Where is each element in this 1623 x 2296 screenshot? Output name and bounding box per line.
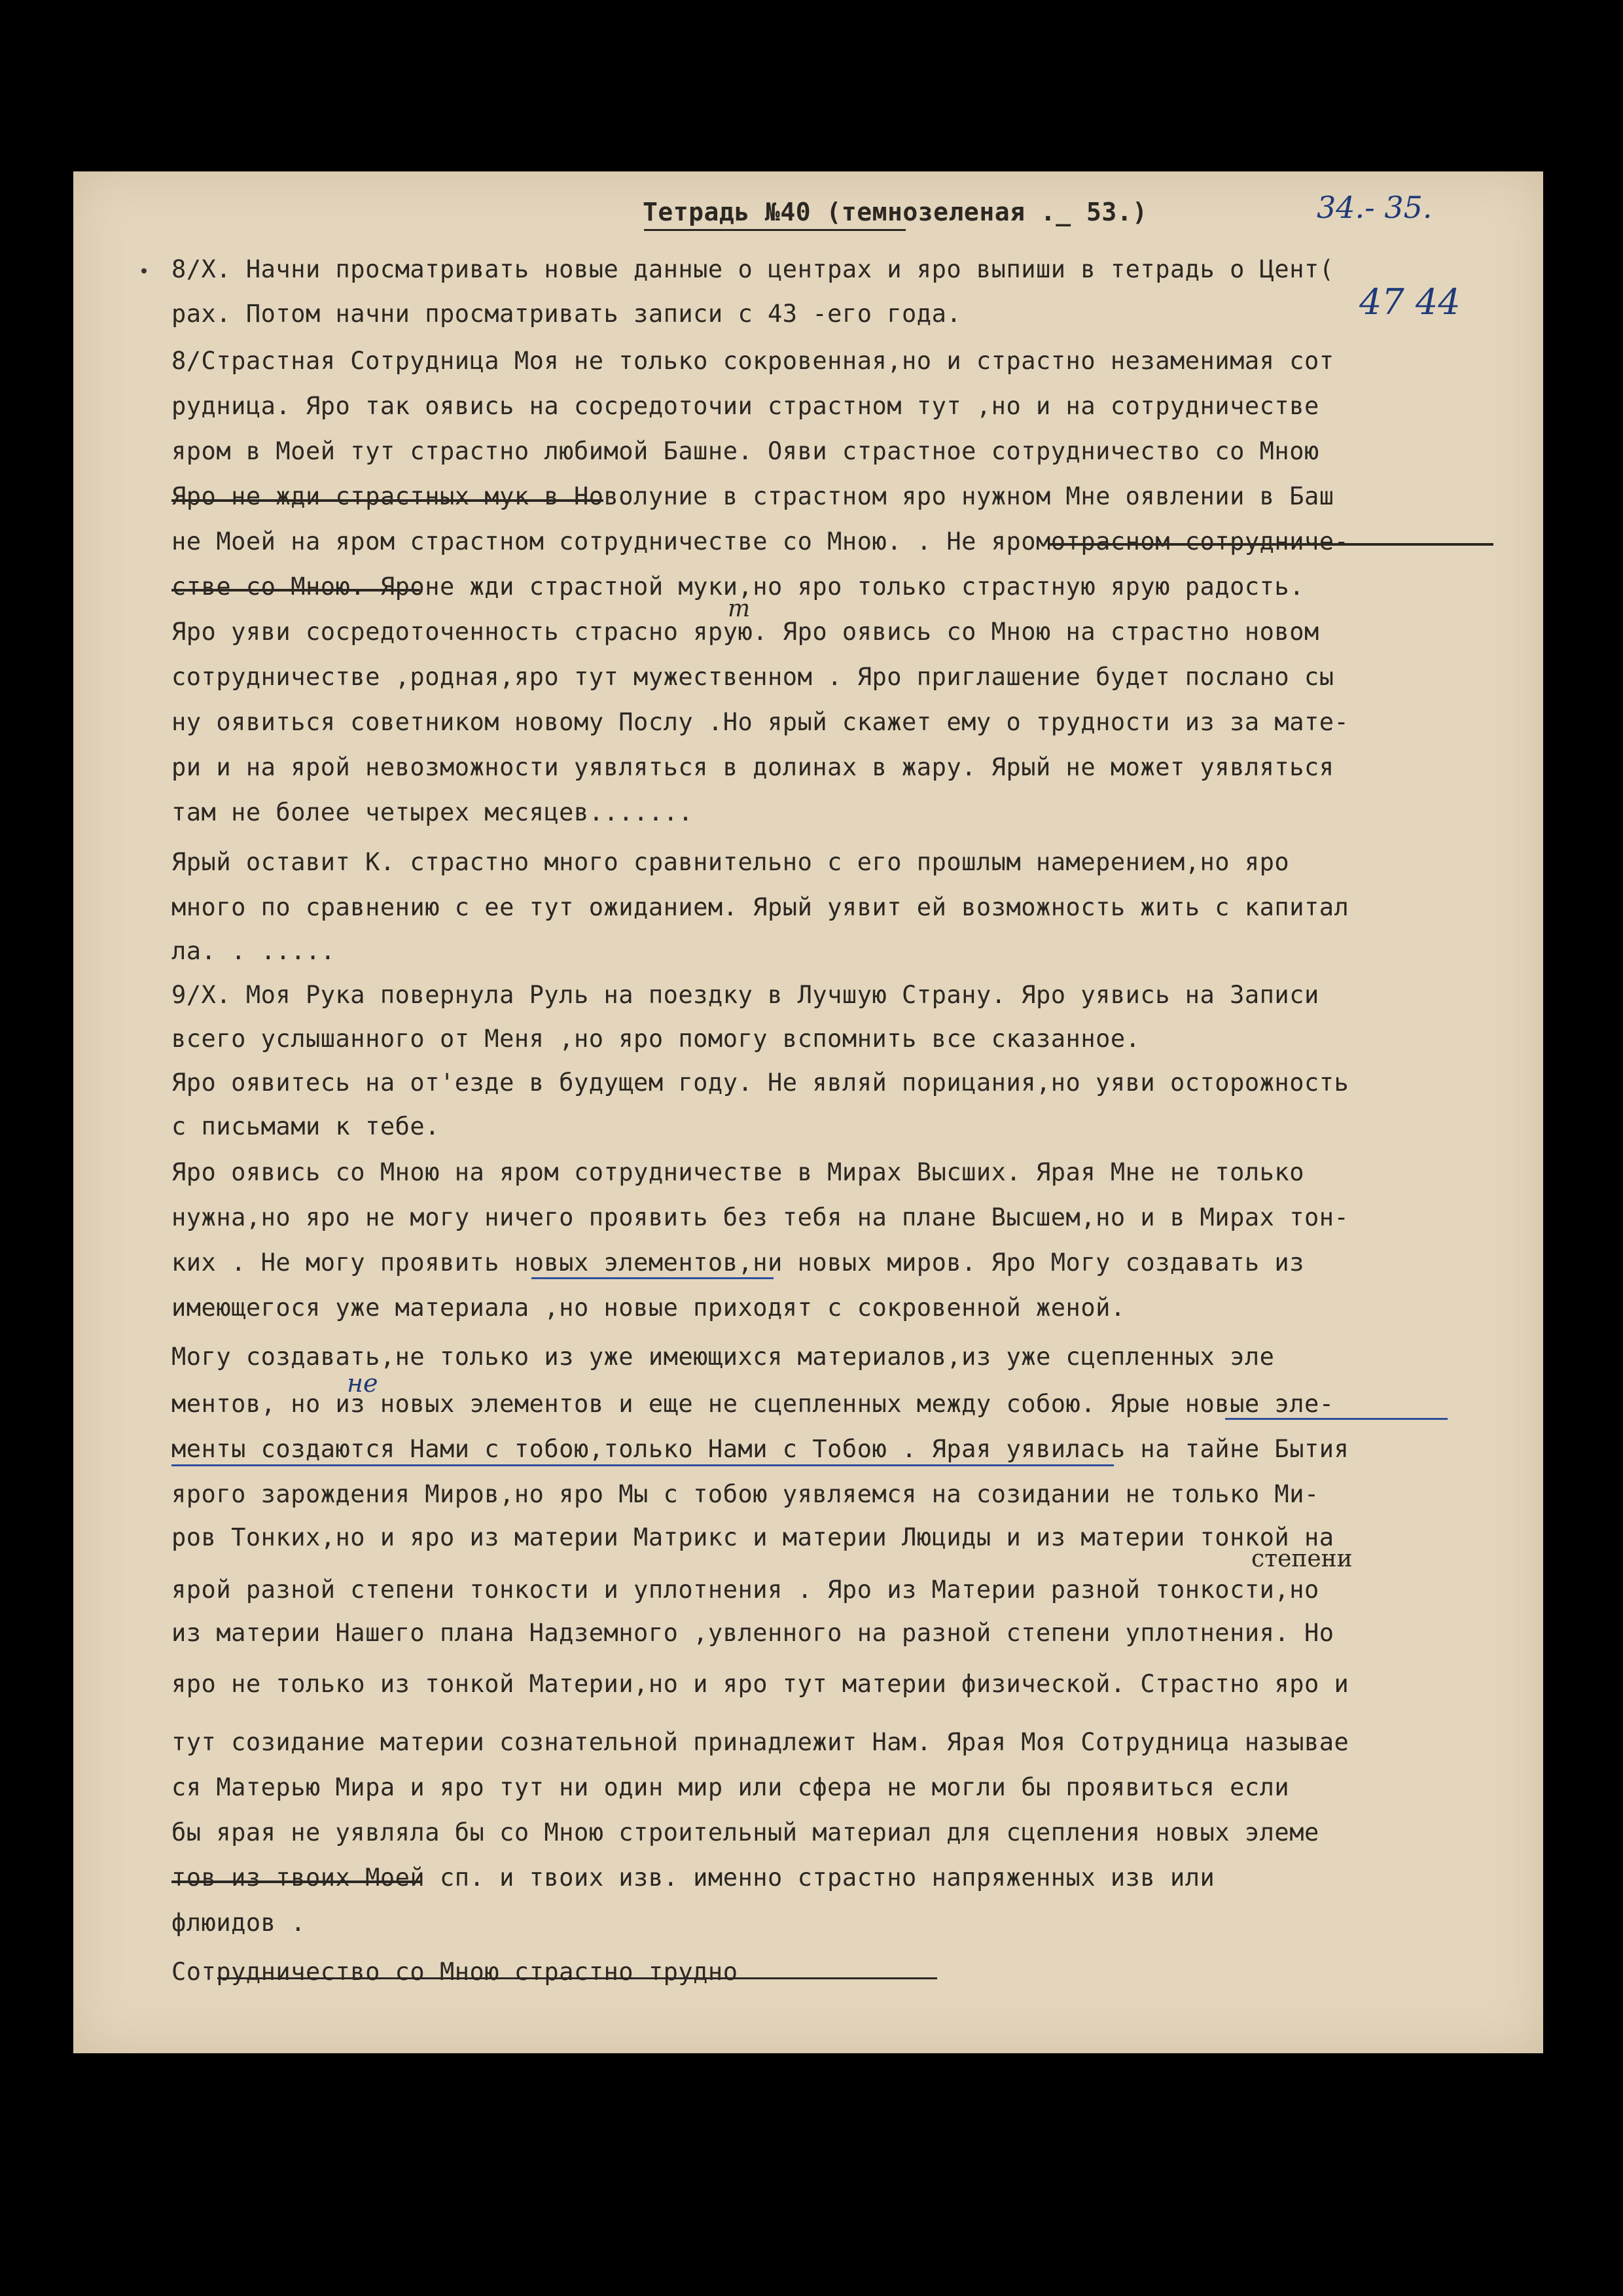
text-line: ри и на ярой невозможности уявляться в долинах в жару. Ярый не может уявляться xyxy=(171,753,1334,781)
text-line: не Моей на яром страстном сотрудничестве со Мною. . Не яромотрасном сотрудниче- xyxy=(171,527,1349,556)
text-line: ких . Не могу проявить новых элементов,ни новых миров. Яро Могу создавать из xyxy=(171,1248,1304,1277)
text-line: Могу создавать,не только из уже имеющихся материалов,из уже сцепленных эле xyxy=(171,1343,1275,1371)
text-line: там не более четырех месяцев....... xyxy=(171,798,694,826)
text-line: ся Матерью Мира и яро тут ни один мир или сфера не могли бы проявиться если xyxy=(171,1773,1290,1801)
text-line: Яро оявись со Мною на яром сотрудничестве в Мирах Высших. Ярая Мне не только xyxy=(171,1158,1304,1186)
text-line: ну оявиться советником новому Послу .Но ярый скажет ему о трудности из за мате- xyxy=(171,708,1349,736)
page-numbers: 34.- 35. xyxy=(1317,190,1433,225)
text-line: 8/Страстная Сотрудница Моя не только сокровенная,но и страстно незаменимая сот xyxy=(171,347,1334,375)
handwritten-insert: не xyxy=(347,1369,378,1398)
text-line: всего услышанного от Меня ,но яро помогу вспомнить все сказанное. xyxy=(171,1025,1141,1053)
text-line: Яро не жди страстных мук в Новолуние в страстном яро нужном Мне оявлении в Баш xyxy=(171,482,1334,510)
text-line: бы ярая не уявляла бы со Мною строительный материал для сцепления новых элеме xyxy=(171,1818,1319,1846)
text-line: тов из твоих Моей сп. и твоих изв. именно страстно напряженных изв или xyxy=(171,1863,1215,1892)
text-line: 9/X. Моя Рука повернула Руль на поездку в Лучшую Страну. Яро уявись на Записи xyxy=(171,981,1319,1009)
handwritten-underline xyxy=(171,1464,1114,1466)
text-line: ярого зарождения Миров,но яро Мы с тобою уявляемся на созидании не только Ми- xyxy=(171,1480,1319,1508)
text-line: Сотрудничество со Мною страстно трудно xyxy=(171,1958,738,1986)
text-line: менты создаются Нами с тобою,только Нами с Тобою . Ярая уявилась на тайне Бытия xyxy=(171,1435,1349,1463)
text-line: флюидов . xyxy=(171,1909,306,1937)
text-line: ров Тонких,но и яро из материи Матрикс и материи Люциды и из материи тонкой на xyxy=(171,1523,1334,1551)
text-line: имеющегося уже материала ,но новые приходят с сокровенной женой. xyxy=(171,1294,1126,1322)
text-line: сотрудничестве ,родная,яро тут мужественном . Яро приглашение будет послано сы xyxy=(171,663,1334,691)
header-title-underline xyxy=(644,229,906,231)
text-line: из материи Нашего плана Надземного ,увленного на разной степени уплотнения. Но xyxy=(171,1619,1334,1647)
text-line: тут созидание материи сознательной принадлежит Нам. Ярая Моя Сотрудница называе xyxy=(171,1728,1349,1756)
document-page xyxy=(73,171,1543,2053)
handwritten-underline xyxy=(531,1277,774,1279)
text-line: ярой разной степени тонкости и уплотнения . Яро из Материи разной тонкости,но xyxy=(171,1576,1319,1604)
header-title: Тетрадь №40 (темнозеленая ._ 53.) xyxy=(643,198,1148,226)
text-line: 8/X. Начни просматривать новые данные о центрах и яро выпиши в тетрадь о Цент( xyxy=(171,255,1334,283)
text-line: ментов, но из новых элементов и еще не сцепленных между собою. Ярые новые эле- xyxy=(171,1390,1334,1418)
text-line: Яро уяви сосредоточенность страсно ярую. Яро оявись со Мною на страстно новом xyxy=(171,618,1319,646)
strikethrough xyxy=(171,589,420,592)
text-line: Ярый оставит К. страстно много сравнительно с его прошлым намерением,но яро xyxy=(171,848,1290,876)
strikethrough xyxy=(171,499,603,502)
text-line: рудница. Яро так оявись на сосредоточии страстном тут ,но и на сотрудничестве xyxy=(171,392,1319,420)
strikethrough xyxy=(171,1881,420,1883)
strikethrough xyxy=(217,1977,937,1979)
handwritten-insert: степени xyxy=(1251,1545,1353,1572)
handwritten-insert: т xyxy=(728,595,751,622)
text-line: рах. Потом начни просматривать записи с 43 -его года. xyxy=(171,300,962,328)
text-line: ла. . ..... xyxy=(171,937,336,965)
margin-dot xyxy=(141,268,147,274)
text-line: с письмами к тебе. xyxy=(171,1112,440,1140)
text-line: яро не только из тонкой Материи,но и яро тут материи физической. Страстно яро и xyxy=(171,1670,1349,1698)
text-line: Яро оявитесь на от'езде в будущем году. Не являй порицания,но уяви осторожность xyxy=(171,1069,1349,1097)
strikethrough xyxy=(1048,543,1493,546)
margin-note: 47 44 xyxy=(1359,281,1461,323)
text-line: стве со Мною. Яроне жди страстной муки,но яро только страстную ярую радость. xyxy=(171,573,1304,601)
handwritten-underline xyxy=(1225,1418,1448,1420)
text-line: нужна,но яро не могу ничего проявить без тебя на плане Высшем,но и в Мирах тон- xyxy=(171,1203,1349,1231)
text-line: много по сравнению с ее тут ожиданием. Ярый уявит ей возможность жить с капитал xyxy=(171,893,1349,921)
text-line: яром в Моей тут страстно любимой Башне. Ояви страстное сотрудничество со Мною xyxy=(171,437,1319,465)
